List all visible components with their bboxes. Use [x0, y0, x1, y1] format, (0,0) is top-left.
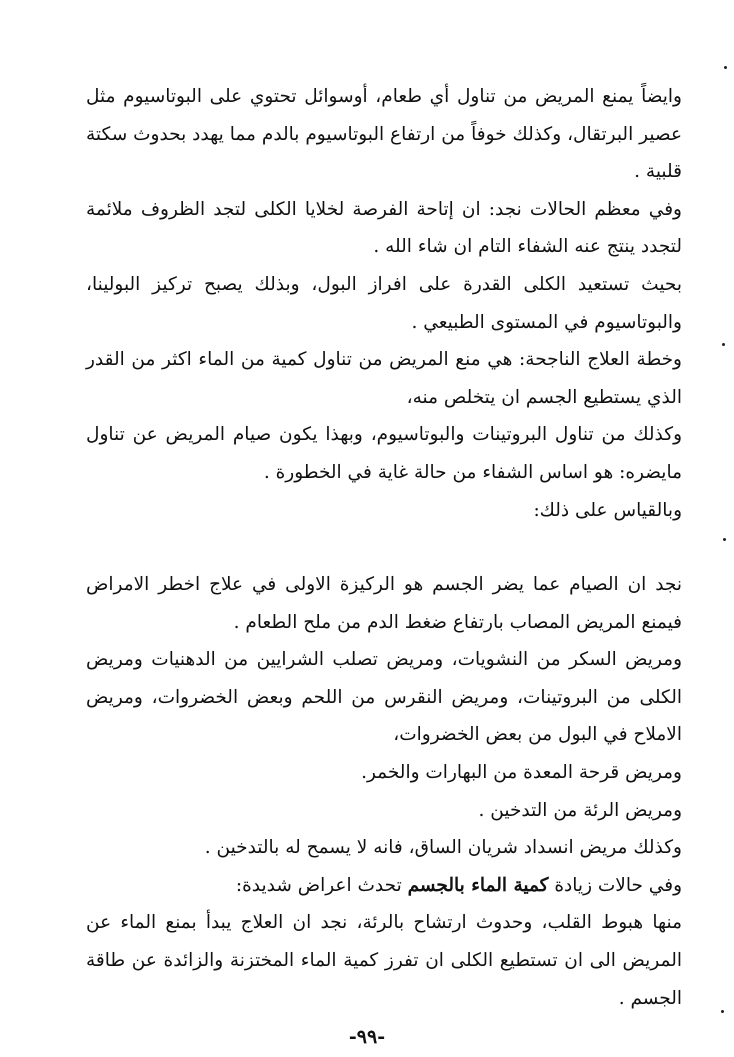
text-block-top — [86, 78, 682, 529]
paragraph: منها هبوط القلب، وحدوث ارتشاح بالرئة، نجد ان العلاج يبدأ بمنع الماء عن المريض الى ان تستطيع الكلى ان تفرز كمية الماء المختزنة والزائدة عن طاقة الجسم . — [86, 912, 682, 1009]
paragraph: وايضاً يمنع المريض من تناول أي طعام، أوسوائل تحتوي على البوتاسيوم مثل عصير البرتقال، وكذلك خوفاً من ارتفاع البوتاسيوم بالدم مما يهدد بحدوث سكتة قلبية . — [86, 86, 682, 183]
scan-speck — [721, 1010, 724, 1013]
paragraph: وكذلك من تناول البروتينات والبوتاسيوم، وبهذا يكون صيام المريض عن تناول مايضره: هو اساس الشفاء من حالة غاية في الخطورة . — [86, 424, 682, 483]
paragraph: بحيث تستعيد الكلى القدرة على افراز البول، وبذلك يصبح تركيز البولينا، والبوتاسيوم في المستوى الطبيعي . — [86, 273, 682, 333]
paragraph: وكذلك مريض انسداد شريان الساق، فانه لا يسمح له بالتدخين . — [204, 837, 682, 859]
page-number: -٩٩- — [348, 1026, 386, 1048]
paragraph: ومريض الرئة من التدخين . — [478, 799, 682, 821]
text-block-bottom — [86, 566, 682, 1017]
paragraph: ومريض السكر من النشويات، ومريض تصلب الشرايين من الدهنيات ومريض الكلى من البروتينات، ومريض النقرس من اللحم وبعض الخضروات، ومريض الاملاح في البول من بعض الخضروات، — [86, 649, 682, 746]
paragraph: وبالقياس على ذلك: — [533, 499, 682, 521]
scan-speck — [724, 66, 727, 69]
paragraph: ومريض قرحة المعدة من البهارات والخمر. — [361, 761, 682, 783]
paragraph: نجد ان الصيام عما يضر الجسم هو الركيزة الاولى في علاج اخطر الامراض فيمنع المريض المصاب بارتفاع ضغط الدم من ملح الطعام . — [86, 574, 682, 633]
paragraph-water — [86, 867, 682, 905]
paragraph-water-end: تحدث اعراض شديدة: — [235, 874, 408, 896]
paragraph-water-start: وفي حالات زيادة — [548, 874, 682, 896]
emphasis-water-amount: كمية الماء بالجسم — [407, 874, 549, 896]
scan-speck — [722, 343, 725, 346]
paragraph: وخطة العلاج الناجحة: هي منع المريض من تناول كمية من الماء اكثر من القدر الذي يستطيع الجسم ان يتخلص منه، — [86, 349, 682, 408]
scan-speck — [723, 538, 726, 541]
paragraph: وفي معظم الحالات نجد: ان إتاحة الفرصة لخلايا الكلى لتجد الظروف ملائمة لتجدد ينتج عنه الشفاء التام ان شاء الله . — [86, 198, 682, 258]
